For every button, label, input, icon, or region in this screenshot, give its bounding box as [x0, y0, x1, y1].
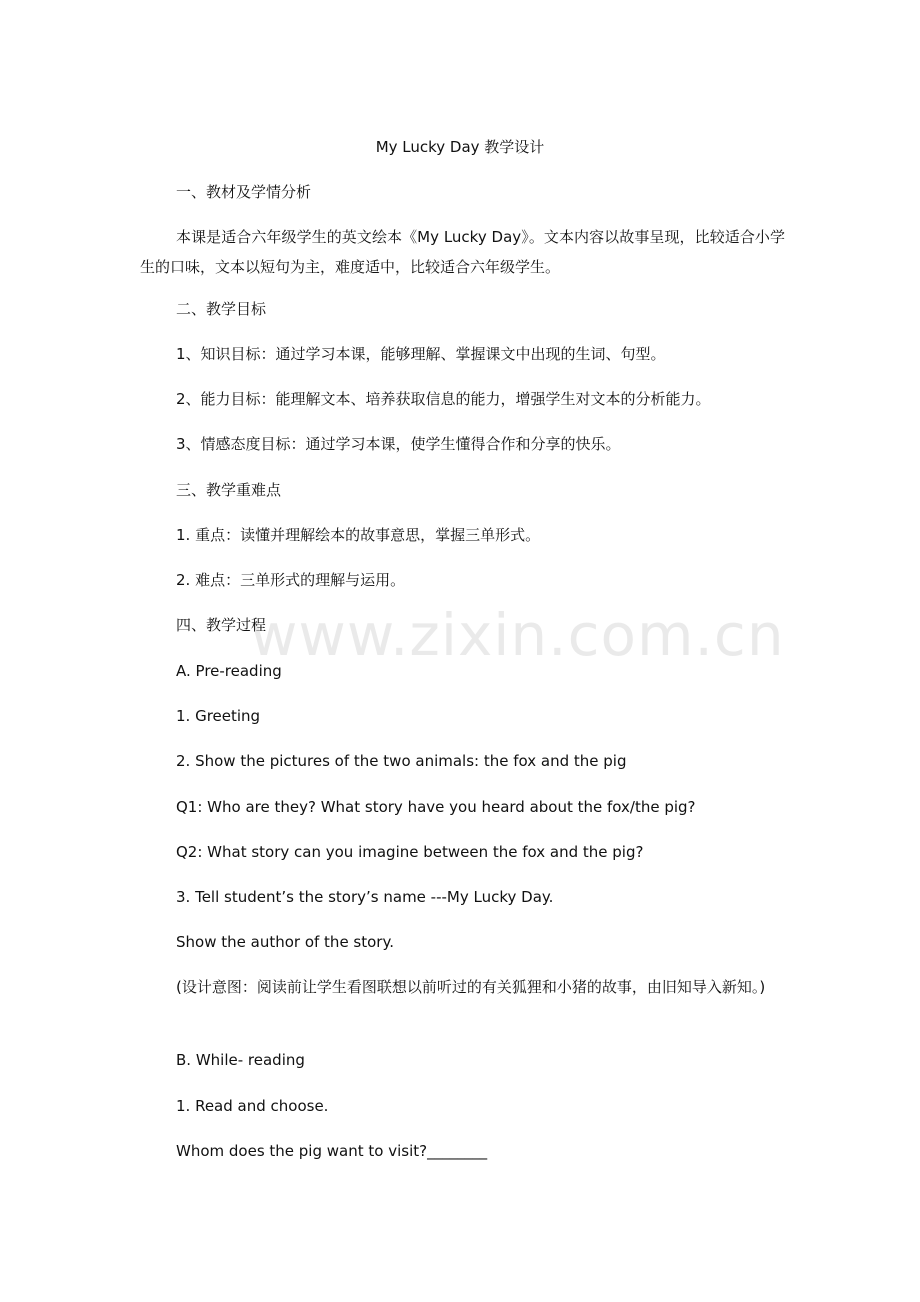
pre-reading-pictures: 2. Show the pictures of the two animals: the fox and the pig	[176, 752, 627, 770]
pre-reading-heading: A. Pre-reading	[176, 662, 282, 680]
objective-ability: 2、能力目标：能理解文本、培养获取信息的能力，增强学生对文本的分析能力。	[176, 390, 711, 408]
section-1-paragraph: 本课是适合六年级学生的英文绘本《My Lucky Day》。文本内容以故事呈现，比较适合小学生的口味，文本以短句为主，难度适中，比较适合六年级学生。	[140, 228, 785, 276]
pre-reading-q1: Q1: Who are they? What story have you heard about the fox/the pig?	[176, 798, 696, 816]
pre-reading-author: Show the author of the story.	[176, 933, 394, 951]
while-reading-read-choose: 1. Read and choose.	[176, 1097, 329, 1115]
section-heading-1: 一、教材及学情分析	[176, 183, 312, 201]
pre-reading-q2: Q2: What story can you imagine between the fox and the pig?	[176, 843, 644, 861]
objective-emotion: 3、情感态度目标：通过学习本课，使学生懂得合作和分享的快乐。	[176, 435, 621, 453]
section-heading-2: 二、教学目标	[176, 300, 267, 318]
while-reading-heading: B. While- reading	[176, 1051, 305, 1069]
key-point: 1. 重点：读懂并理解绘本的故事意思，掌握三单形式。	[176, 526, 541, 544]
pre-reading-story-name: 3. Tell student’s the story’s name ---My Lucky Day.	[176, 888, 554, 906]
pre-reading-greeting: 1. Greeting	[176, 707, 261, 725]
difficult-point: 2. 难点：三单形式的理解与运用。	[176, 571, 406, 589]
section-heading-3: 三、教学重难点	[176, 481, 282, 499]
watermark: www.zixin.com.cn	[250, 601, 785, 669]
design-intent: (设计意图：阅读前让学生看图联想以前听过的有关狐狸和小猪的故事，由旧知导入新知。)	[176, 978, 766, 996]
document-title: My Lucky Day 教学设计	[375, 138, 545, 156]
while-reading-question: Whom does the pig want to visit?________	[176, 1142, 488, 1160]
objective-knowledge: 1、知识目标：通过学习本课，能够理解、掌握课文中出现的生词、句型。	[176, 345, 666, 363]
section-heading-4: 四、教学过程	[176, 616, 267, 634]
